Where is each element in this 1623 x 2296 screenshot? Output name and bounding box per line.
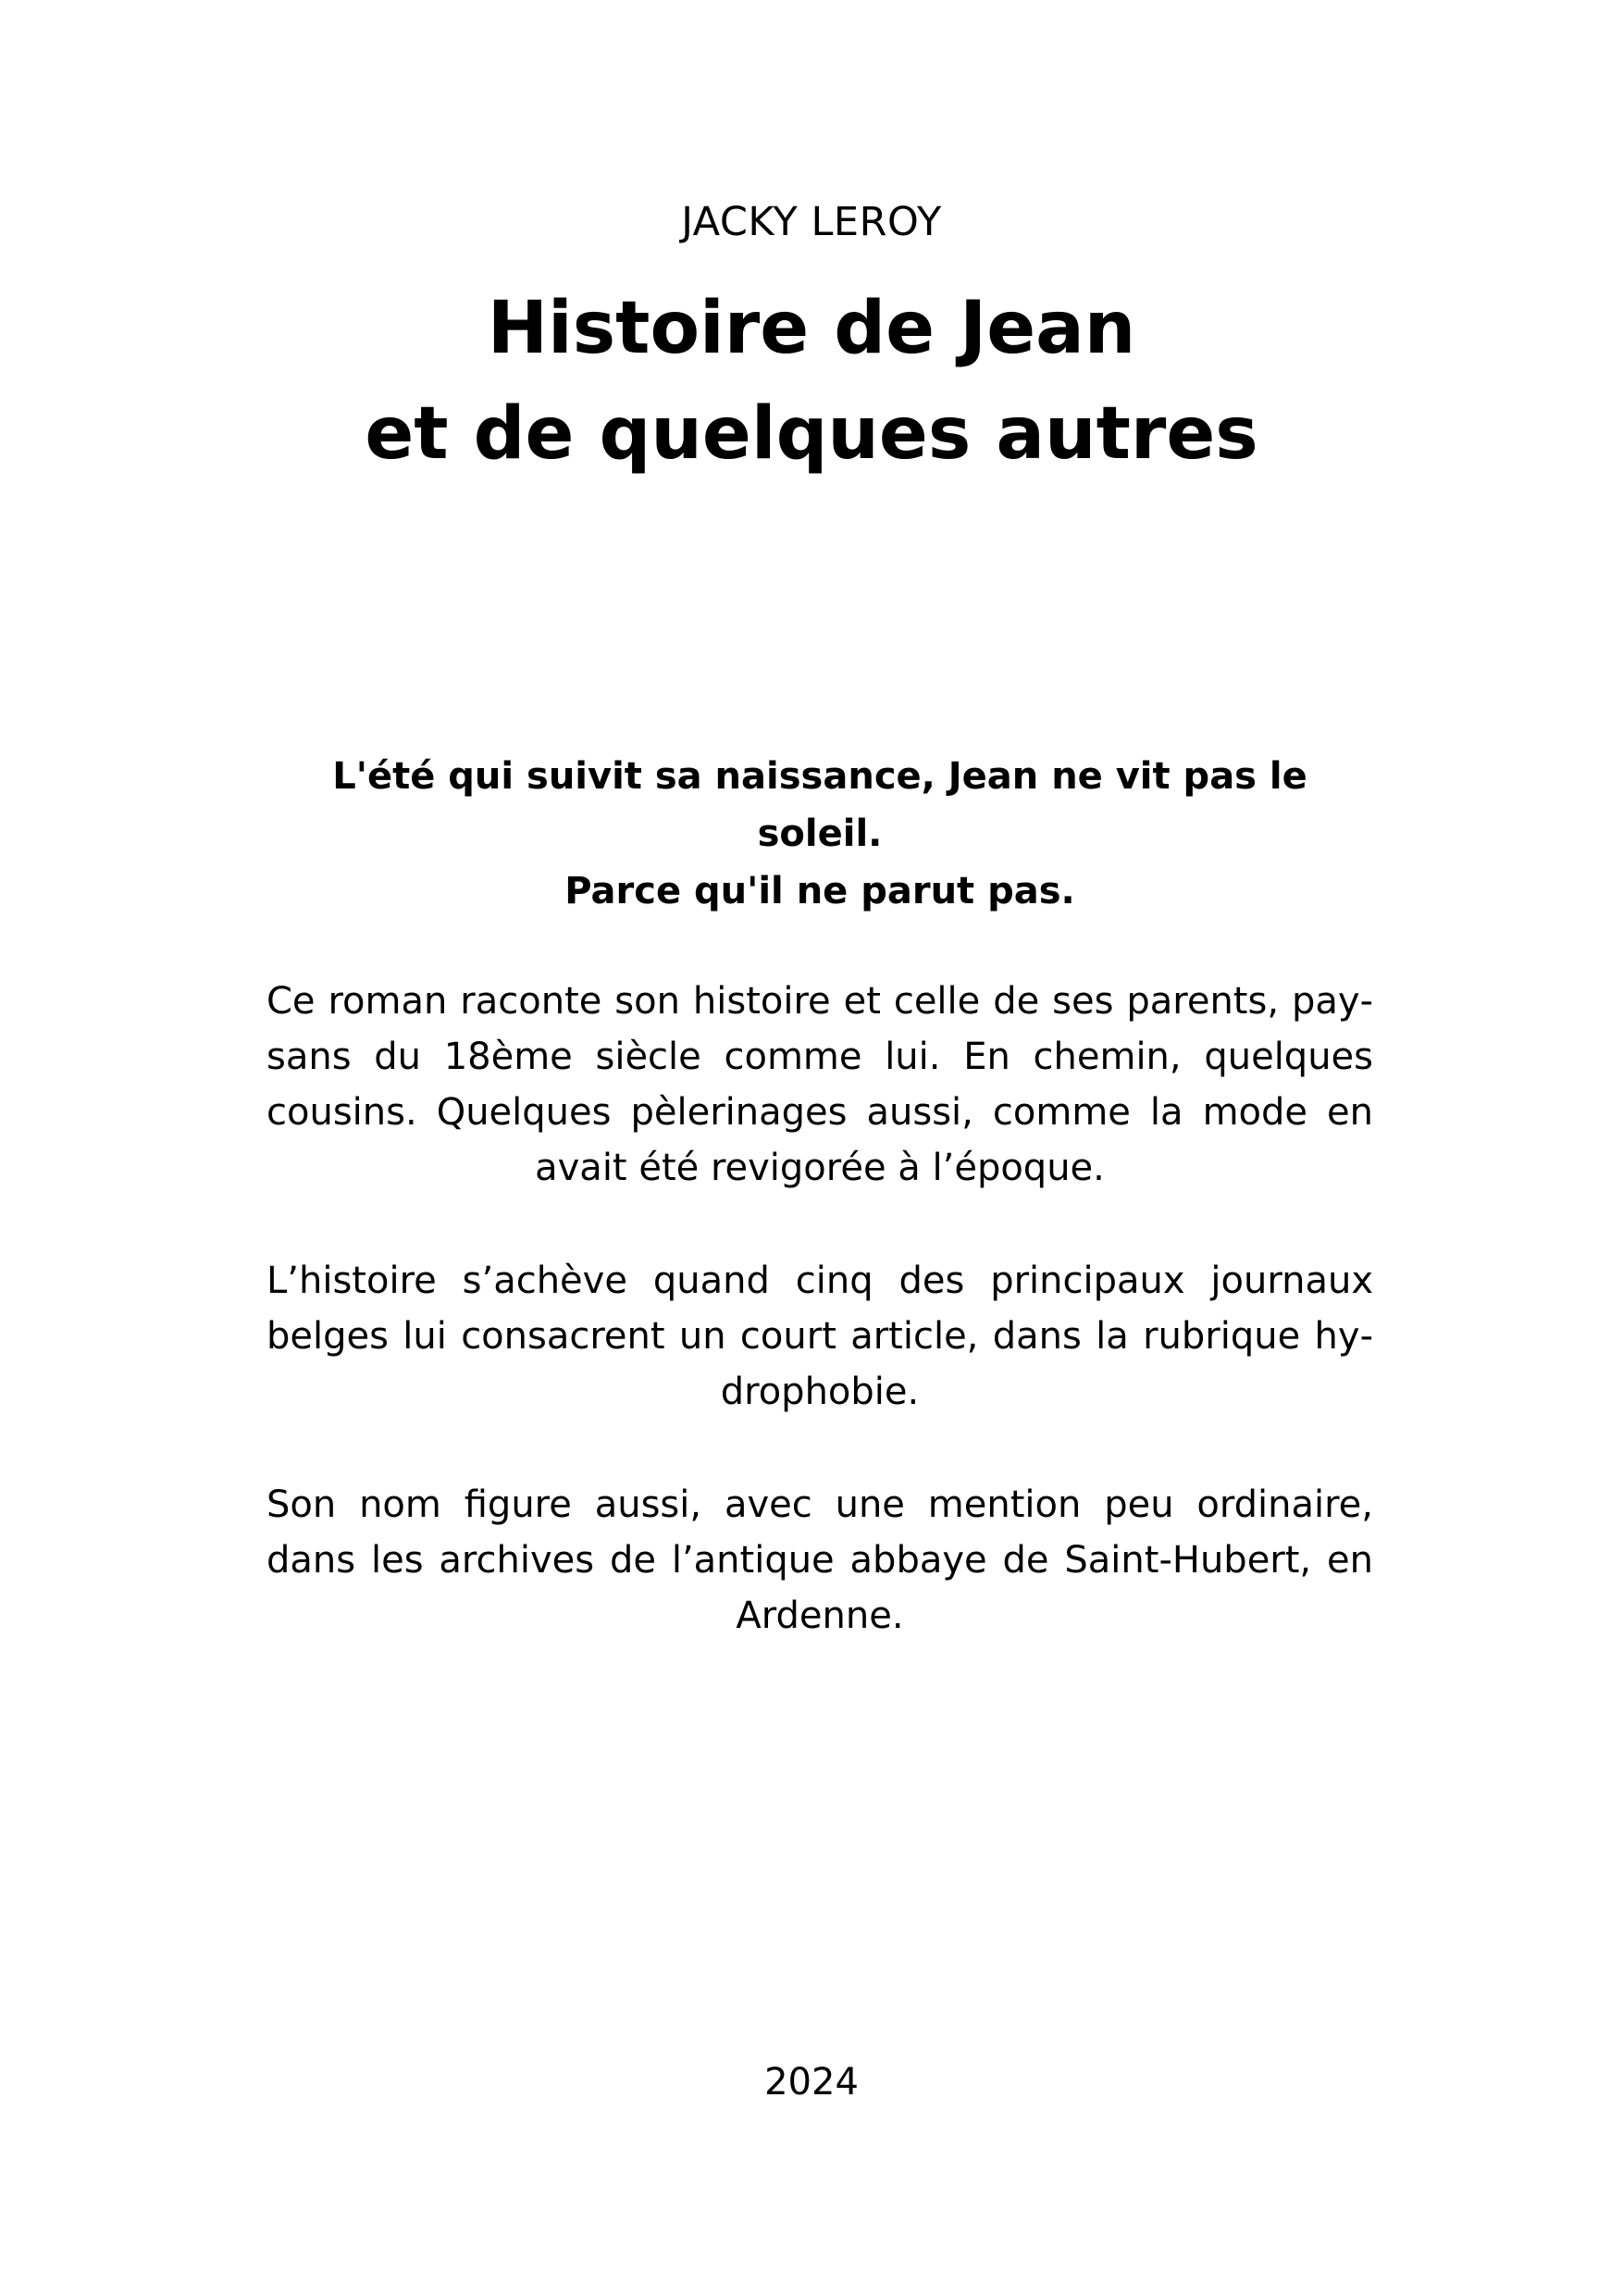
tagline [266,748,1373,920]
author-name: JACKY LEROY [681,199,942,245]
tagline-line-2: Parce qu'il ne parut pas. [564,870,1075,912]
blurb-paragraph-2: L’histoire s’achève quand cinq des principaux journaux belges lui consacrent un court article, dans la rubrique hydrophobie. [266,1260,1373,1413]
blurb-paragraph-3: Son nom figure aussi, avec une mention peu ordinaire, dans les archives de l’antique abbaye de Saint-Hubert, en Ardenne. [266,1483,1373,1637]
publication-year: 2024 [764,2061,859,2104]
blurb [266,748,1373,1701]
book-title-line-2: et de quelques autres [365,392,1258,476]
tagline-line-1: L'été qui suivit sa naissance, Jean ne vit pas le soleil. [332,755,1307,855]
blurb-paragraph-1: Ce roman raconte son histoire et celle de ses parents, paysans du 18ème siècle comme lui. En chemin, quelques cousins. Quelques pèlerinages aussi, comme la mode en avait été revigorée à l’époque. [266,980,1373,1189]
book-title-line-1: Histoire de Jean [487,287,1136,370]
book-title [0,276,1623,487]
